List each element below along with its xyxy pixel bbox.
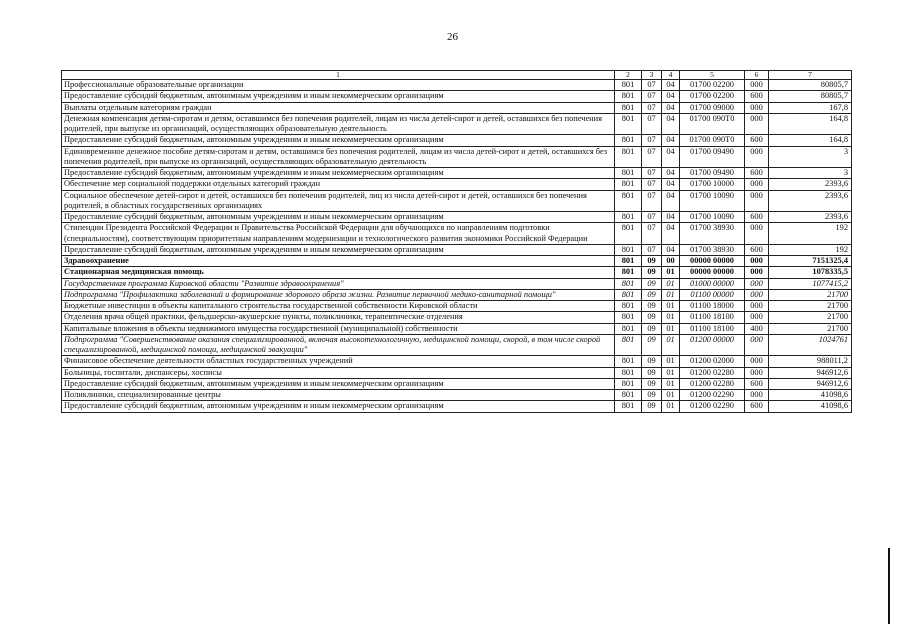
row-code-cell: 801 [615,356,642,367]
row-subsection-cell: 01 [662,289,680,300]
row-code-cell: 801 [615,390,642,401]
row-subsection-cell: 04 [662,244,680,255]
row-name-cell: Подпрограмма "Совершенствование оказания специализированной, включая высокотехнологичную, медицинской помощи, скорой, в том числе скорой специализированной, медицинской помощи, медицинской эвакуации" [62,334,615,356]
row-section-cell: 09 [642,312,662,323]
row-target-article-cell: 01000 00000 [680,278,745,289]
row-amount-cell: 192 [769,223,852,245]
row-expense-type-cell: 000 [745,146,769,168]
row-target-article-cell: 01200 02280 [680,378,745,389]
row-amount-cell: 21700 [769,312,852,323]
row-target-article-cell: 01700 10090 [680,212,745,223]
row-amount-cell: 2393,6 [769,212,852,223]
row-section-cell: 09 [642,301,662,312]
row-expense-type-cell: 000 [745,334,769,356]
table-row [62,113,852,135]
row-section-cell: 07 [642,91,662,102]
row-section-cell: 07 [642,146,662,168]
table-row [62,267,852,278]
row-name-cell: Государственная программа Кировской области "Развитие здравоохранения" [62,278,615,289]
table-row [62,135,852,146]
row-subsection-cell: 04 [662,212,680,223]
row-expense-type-cell: 000 [745,356,769,367]
row-subsection-cell: 04 [662,223,680,245]
row-subsection-cell: 01 [662,334,680,356]
row-subsection-cell: 04 [662,179,680,190]
table-row [62,168,852,179]
table-row [62,301,852,312]
row-target-article-cell: 01100 18100 [680,323,745,334]
row-name-cell: Стипендии Президента Российской Федерации и Правительства Российской Федерации для обучающихся по направлениям подготовки (специальностям), соответствующим приоритетным направлениям модернизации и технологического развития экономики Российской Федерации [62,223,615,245]
row-subsection-cell: 00 [662,256,680,267]
row-amount-cell: 21700 [769,301,852,312]
row-expense-type-cell: 000 [745,179,769,190]
row-subsection-cell: 01 [662,401,680,412]
row-section-cell: 09 [642,356,662,367]
row-expense-type-cell: 600 [745,244,769,255]
row-code-cell: 801 [615,312,642,323]
row-section-cell: 07 [642,168,662,179]
table-row [62,223,852,245]
row-section-cell: 09 [642,367,662,378]
row-code-cell: 801 [615,135,642,146]
row-amount-cell: 988011,2 [769,356,852,367]
row-expense-type-cell: 600 [745,91,769,102]
row-target-article-cell: 01100 18100 [680,312,745,323]
row-subsection-cell: 01 [662,301,680,312]
row-code-cell: 801 [615,289,642,300]
table-row [62,367,852,378]
row-expense-type-cell: 000 [745,390,769,401]
row-code-cell: 801 [615,80,642,91]
table-row [62,278,852,289]
row-section-cell: 09 [642,378,662,389]
row-amount-cell: 41098,6 [769,390,852,401]
row-name-cell: Поликлиники, специализированные центры [62,390,615,401]
row-section-cell: 09 [642,334,662,356]
row-name-cell: Стационарная медицинская помощь [62,267,615,278]
row-name-cell: Предоставление субсидий бюджетным, автономным учреждениям и иным некоммерческим организациям [62,212,615,223]
row-section-cell: 09 [642,278,662,289]
header-cell: 5 [680,71,745,80]
row-code-cell: 801 [615,212,642,223]
row-target-article-cell: 00000 00000 [680,256,745,267]
row-code-cell: 801 [615,301,642,312]
row-section-cell: 09 [642,323,662,334]
row-amount-cell: 946912,6 [769,378,852,389]
row-expense-type-cell: 000 [745,367,769,378]
row-name-cell: Предоставление субсидий бюджетным, автономным учреждениям и иным некоммерческим организациям [62,401,615,412]
row-target-article-cell: 01200 02290 [680,401,745,412]
row-subsection-cell: 01 [662,356,680,367]
row-expense-type-cell: 000 [745,278,769,289]
row-code-cell: 801 [615,223,642,245]
header-cell: 4 [662,71,680,80]
row-subsection-cell: 04 [662,168,680,179]
row-expense-type-cell: 000 [745,289,769,300]
header-cell: 6 [745,71,769,80]
row-amount-cell: 80805,7 [769,91,852,102]
row-target-article-cell: 01200 02000 [680,356,745,367]
row-subsection-cell: 04 [662,135,680,146]
row-section-cell: 07 [642,102,662,113]
table-row [62,356,852,367]
row-expense-type-cell: 600 [745,401,769,412]
row-code-cell: 801 [615,401,642,412]
row-code-cell: 801 [615,256,642,267]
row-target-article-cell: 01200 02280 [680,367,745,378]
row-amount-cell: 3 [769,168,852,179]
header-cell: 3 [642,71,662,80]
header-cell: 2 [615,71,642,80]
row-subsection-cell: 01 [662,323,680,334]
row-target-article-cell: 01700 09000 [680,102,745,113]
row-name-cell: Финансовое обеспечение деятельности областных государственных учреждений [62,356,615,367]
row-amount-cell: 167,8 [769,102,852,113]
row-name-cell: Подпрограмма "Профилактика заболеваний и формирование здорового образа жизни. Развитие первичной медико-санитарной помощи" [62,289,615,300]
row-amount-cell: 1078335,5 [769,267,852,278]
header-row [62,71,852,80]
row-target-article-cell: 01700 10000 [680,179,745,190]
row-amount-cell: 164,8 [769,113,852,135]
row-section-cell: 07 [642,244,662,255]
table-row [62,102,852,113]
row-code-cell: 801 [615,323,642,334]
row-subsection-cell: 01 [662,390,680,401]
row-subsection-cell: 01 [662,278,680,289]
header-cell: 1 [62,71,615,80]
row-expense-type-cell: 600 [745,212,769,223]
table-row [62,323,852,334]
row-code-cell: 801 [615,334,642,356]
row-name-cell: Выплаты отдельным категориям граждан [62,102,615,113]
row-expense-type-cell: 000 [745,312,769,323]
table-row [62,334,852,356]
row-section-cell: 09 [642,289,662,300]
page-number: 26 [447,31,458,43]
row-target-article-cell: 01700 02200 [680,80,745,91]
table-row [62,146,852,168]
row-section-cell: 09 [642,267,662,278]
row-subsection-cell: 01 [662,267,680,278]
row-subsection-cell: 04 [662,146,680,168]
row-name-cell: Профессиональные образовательные организации [62,80,615,91]
table-row [62,390,852,401]
row-expense-type-cell: 600 [745,135,769,146]
row-name-cell: Социальное обеспечение детей-сирот и детей, оставшихся без попечения родителей, лиц из числа детей-сирот и детей, оставшихся без попечения родителей, в областных государственных организациях [62,190,615,212]
row-name-cell: Предоставление субсидий бюджетным, автономным учреждениям и иным некоммерческим организациям [62,91,615,102]
row-name-cell: Предоставление субсидий бюджетным, автономным учреждениям и иным некоммерческим организациям [62,378,615,389]
row-target-article-cell: 01700 38930 [680,244,745,255]
row-name-cell: Обеспечение мер социальной поддержки отдельных категорий граждан [62,179,615,190]
row-code-cell: 801 [615,190,642,212]
row-expense-type-cell: 000 [745,80,769,91]
row-subsection-cell: 04 [662,102,680,113]
row-subsection-cell: 04 [662,113,680,135]
row-amount-cell: 164,8 [769,135,852,146]
row-amount-cell: 192 [769,244,852,255]
row-code-cell: 801 [615,378,642,389]
row-expense-type-cell: 000 [745,190,769,212]
row-section-cell: 07 [642,113,662,135]
row-section-cell: 09 [642,401,662,412]
row-target-article-cell: 01700 090Т0 [680,135,745,146]
row-expense-type-cell: 000 [745,267,769,278]
row-target-article-cell: 01700 09490 [680,168,745,179]
row-target-article-cell: 01200 02290 [680,390,745,401]
row-code-cell: 801 [615,91,642,102]
row-expense-type-cell: 000 [745,102,769,113]
row-subsection-cell: 01 [662,367,680,378]
table-row [62,289,852,300]
row-expense-type-cell: 000 [745,113,769,135]
row-code-cell: 801 [615,367,642,378]
row-amount-cell: 41098,6 [769,401,852,412]
row-amount-cell: 2393,6 [769,179,852,190]
row-target-article-cell: 01700 10090 [680,190,745,212]
row-code-cell: 801 [615,278,642,289]
row-name-cell: Отделения врача общей практики, фельдшерско-акушерские пункты, поликлиники, терапевтические отделения [62,312,615,323]
row-section-cell: 07 [642,190,662,212]
row-target-article-cell: 01200 00000 [680,334,745,356]
budget-table [61,70,852,413]
table-row [62,244,852,255]
row-amount-cell: 1024761 [769,334,852,356]
table-row [62,80,852,91]
row-section-cell: 07 [642,135,662,146]
row-subsection-cell: 04 [662,190,680,212]
row-name-cell: Предоставление субсидий бюджетным, автономным учреждениям и иным некоммерческим организациям [62,135,615,146]
row-name-cell: Предоставление субсидий бюджетным, автономным учреждениям и иным некоммерческим организациям [62,244,615,255]
row-code-cell: 801 [615,146,642,168]
row-subsection-cell: 01 [662,312,680,323]
row-target-article-cell: 01100 00000 [680,289,745,300]
table-row [62,91,852,102]
row-expense-type-cell: 000 [745,301,769,312]
row-expense-type-cell: 000 [745,256,769,267]
table-row [62,212,852,223]
row-section-cell: 07 [642,179,662,190]
row-code-cell: 801 [615,244,642,255]
table-row [62,190,852,212]
row-name-cell: Денежная компенсация детям-сиротам и детям, оставшимся без попечения родителей, лицам из числа детей-сирот и детей, оставшихся без попечения родителей, при выпуске из организаций, осуществляющих образовательную деятельность [62,113,615,135]
row-expense-type-cell: 600 [745,168,769,179]
margin-line [888,548,890,624]
header-cell: 7 [769,71,852,80]
row-code-cell: 801 [615,179,642,190]
row-amount-cell: 80805,7 [769,80,852,91]
row-target-article-cell: 01700 090Т0 [680,113,745,135]
row-target-article-cell: 01100 18000 [680,301,745,312]
row-name-cell: Единовременное денежное пособие детям-сиротам и детям, оставшимся без попечения родителей, лицам из числа детей-сирот и детей, оставшихся без попечения родителей, при выпуске из организаций, осуществляющих образовательную деятельность [62,146,615,168]
row-amount-cell: 1077415,2 [769,278,852,289]
row-amount-cell: 3 [769,146,852,168]
row-amount-cell: 7151325,4 [769,256,852,267]
row-name-cell: Бюджетные инвестиции в объекты капитального строительства государственной собственности Кировской области [62,301,615,312]
row-subsection-cell: 04 [662,80,680,91]
row-target-article-cell: 01700 38930 [680,223,745,245]
row-code-cell: 801 [615,267,642,278]
row-name-cell: Больницы, госпитали, диспансеры, хосписы [62,367,615,378]
row-target-article-cell: 01700 09490 [680,146,745,168]
row-section-cell: 07 [642,212,662,223]
row-name-cell: Капитальные вложения в объекты недвижимого имущества государственной (муниципальной) собственности [62,323,615,334]
row-expense-type-cell: 000 [745,223,769,245]
row-section-cell: 09 [642,390,662,401]
row-section-cell: 07 [642,80,662,91]
row-subsection-cell: 01 [662,378,680,389]
row-expense-type-cell: 400 [745,323,769,334]
table-row [62,378,852,389]
row-amount-cell: 21700 [769,323,852,334]
row-section-cell: 07 [642,223,662,245]
row-section-cell: 09 [642,256,662,267]
row-amount-cell: 2393,6 [769,190,852,212]
row-name-cell: Здравоохранение [62,256,615,267]
row-code-cell: 801 [615,113,642,135]
table-row [62,312,852,323]
row-expense-type-cell: 600 [745,378,769,389]
row-target-article-cell: 00000 00000 [680,267,745,278]
row-code-cell: 801 [615,168,642,179]
table-row [62,256,852,267]
table-row [62,179,852,190]
row-target-article-cell: 01700 02200 [680,91,745,102]
row-amount-cell: 946912,6 [769,367,852,378]
row-code-cell: 801 [615,102,642,113]
row-subsection-cell: 04 [662,91,680,102]
row-name-cell: Предоставление субсидий бюджетным, автономным учреждениям и иным некоммерческим организациям [62,168,615,179]
row-amount-cell: 21700 [769,289,852,300]
table-row [62,401,852,412]
